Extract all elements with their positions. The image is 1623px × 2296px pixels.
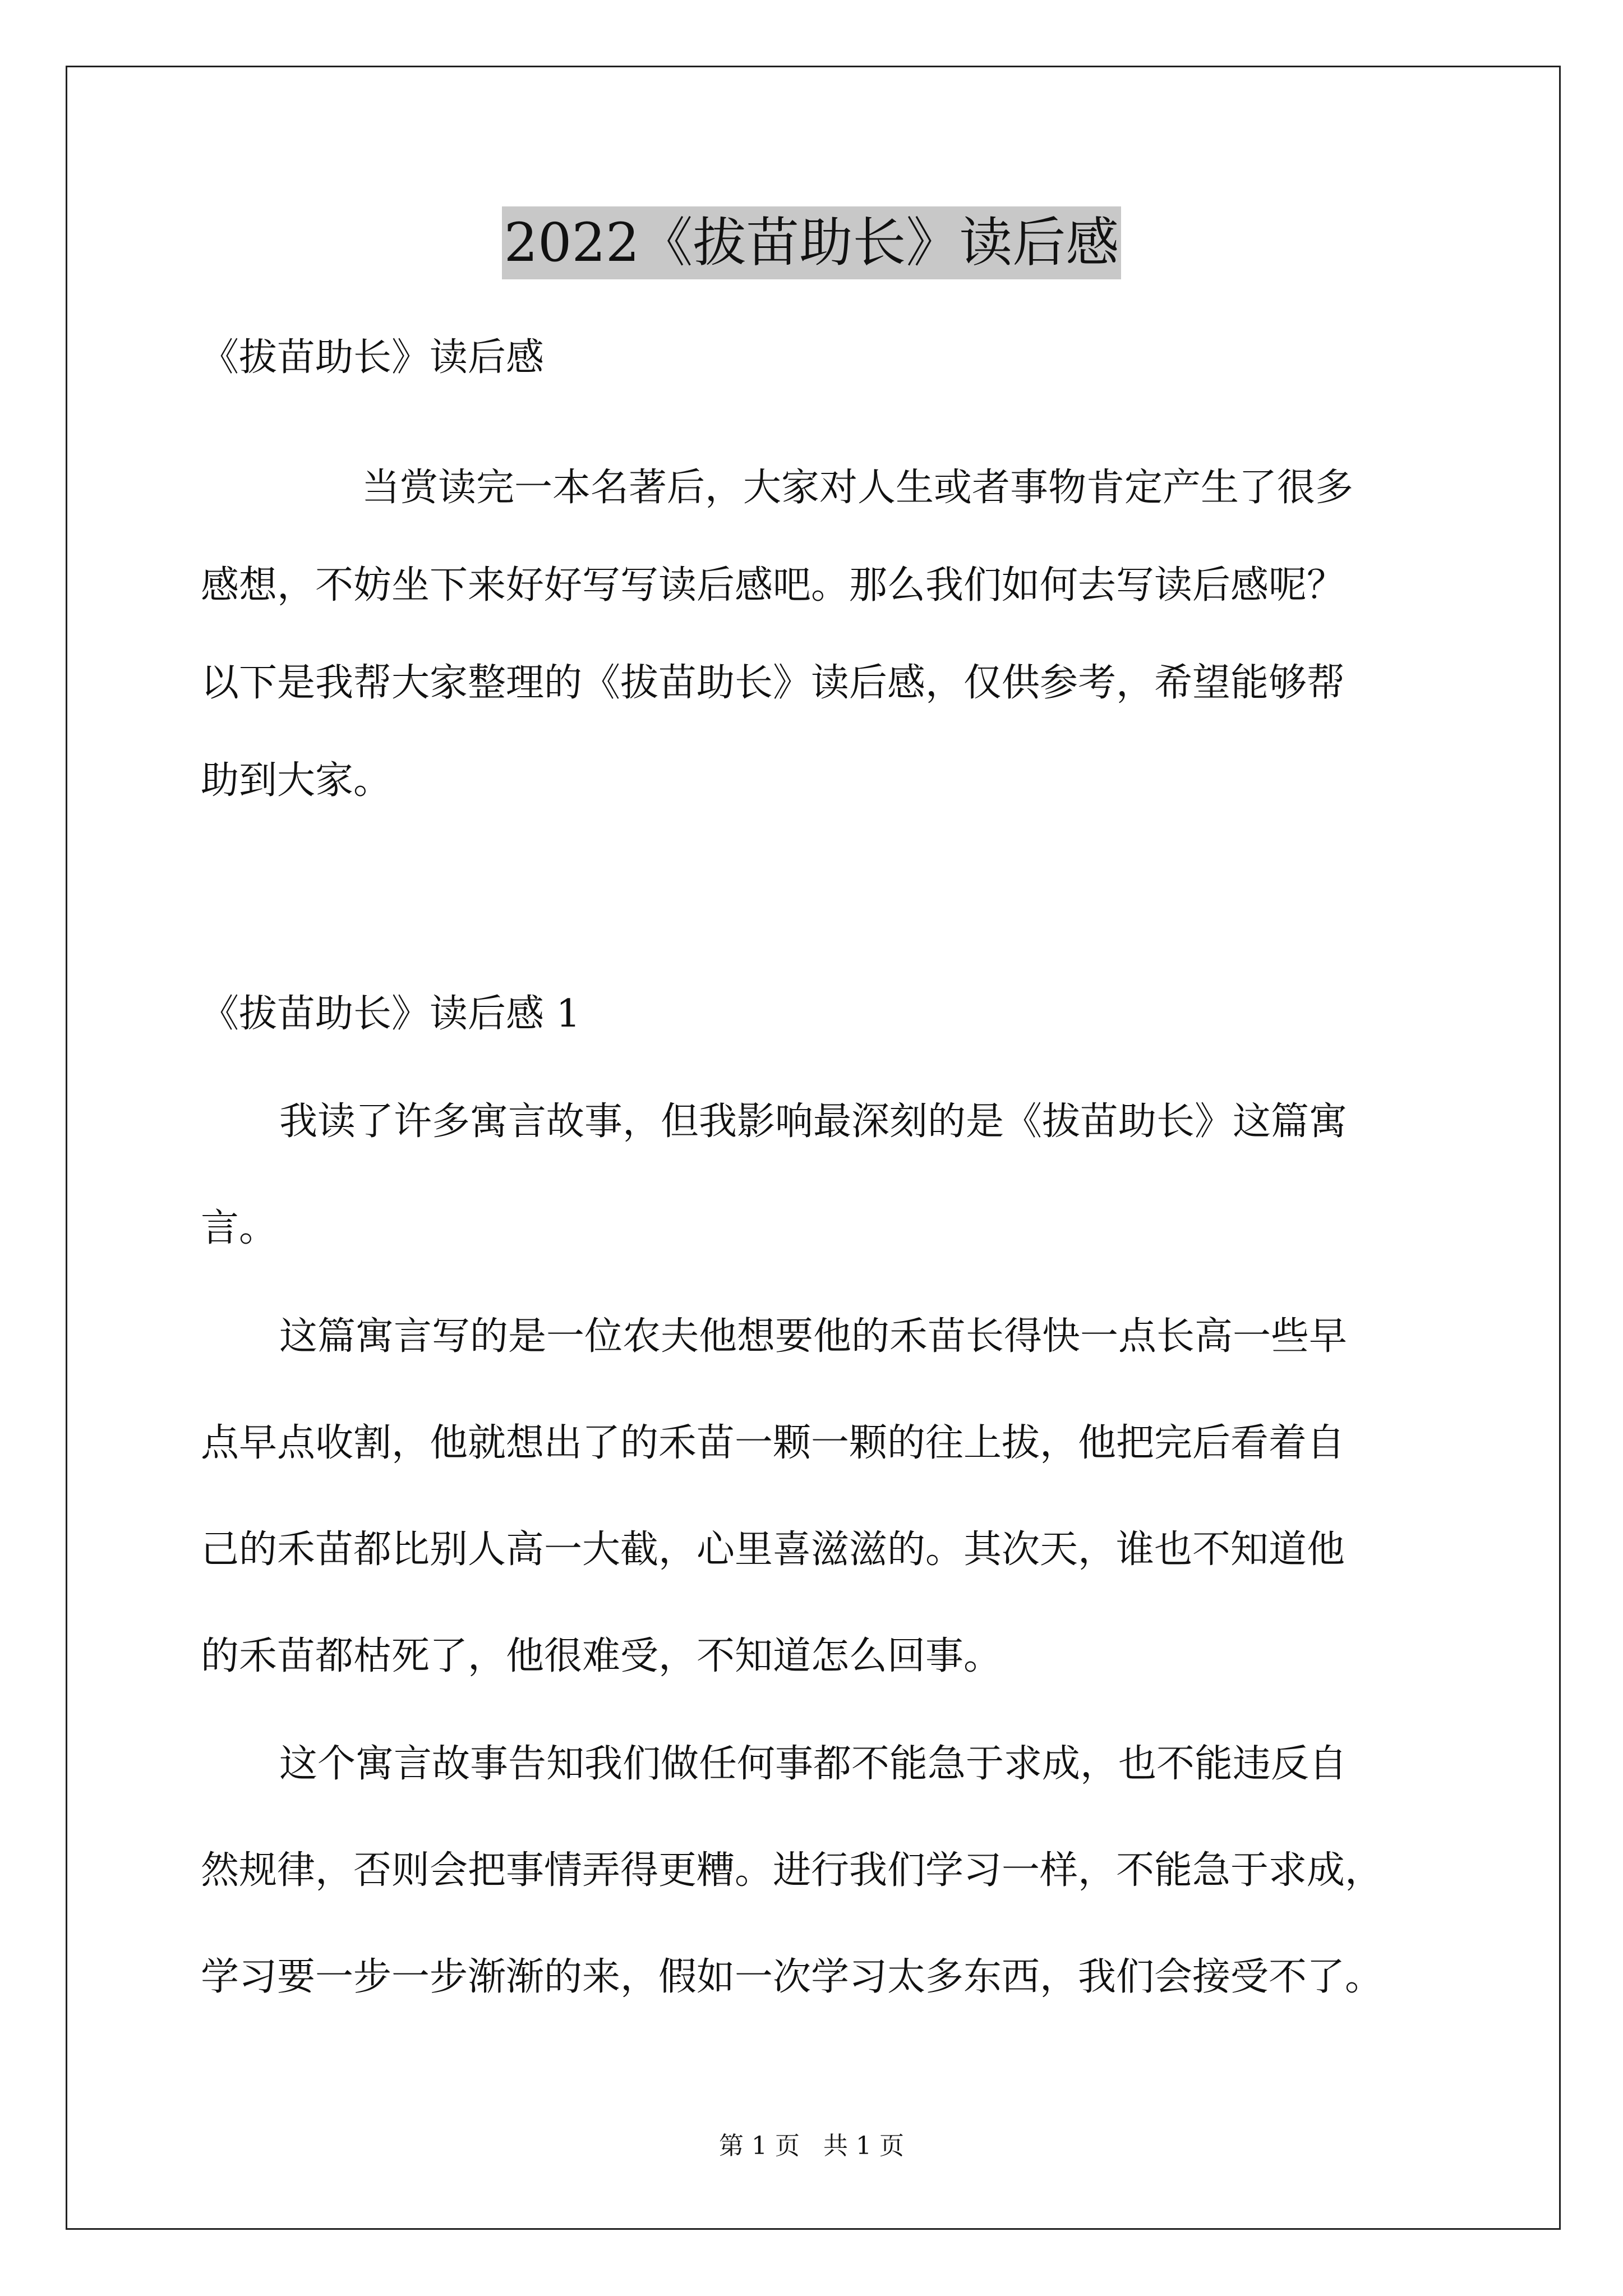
page-border xyxy=(66,66,1561,2230)
page-footer: 第 1 页 共 1 页 xyxy=(719,2132,904,2160)
paragraph-2-line-4: 的禾苗都枯死了，他很难受，不知道怎么回事。 xyxy=(201,1634,1002,1678)
paragraph-3-line-1: 这个寓言故事告知我们做任何事都不能急于求成，也不能违反自 xyxy=(279,1742,1348,1786)
paragraph-1-line-2: 言。 xyxy=(201,1206,278,1250)
subtitle: 《拔苗助长》读后感 xyxy=(201,335,545,380)
intro-line-1: 当赏读完一本名著后，大家对人生或者事物肯定产生了很多 xyxy=(362,466,1354,510)
paragraph-3-line-3: 学习要一步一步渐渐的来，假如一次学习太多东西，我们会接受不了。 xyxy=(201,1955,1384,1999)
intro-line-3: 以下是我帮大家整理的《拔苗助长》读后感，仅供参考，希望能够帮 xyxy=(201,661,1345,705)
paragraph-2-line-1: 这篇寓言写的是一位农夫他想要他的禾苗长得快一点长高一些早 xyxy=(279,1314,1348,1359)
title-container xyxy=(0,206,1623,279)
intro-line-2: 感想，不妨坐下来好好写写读后感吧。那么我们如何去写读后感呢？ xyxy=(201,563,1345,608)
paragraph-1-line-1: 我读了许多寓言故事，但我影响最深刻的是《拔苗助长》这篇寓 xyxy=(279,1099,1348,1144)
paragraph-2-line-2: 点早点收割，他就想出了的禾苗一颗一颗的往上拔，他把完后看着自 xyxy=(201,1421,1345,1465)
paragraph-3-line-2: 然规律，否则会把事情弄得更糟。进行我们学习一样，不能急于求成， xyxy=(201,1848,1384,1893)
section-heading: 《拔苗助长》读后感 1 xyxy=(201,992,580,1036)
intro-line-4: 助到大家。 xyxy=(201,758,392,803)
document-title: 2022《拔苗助长》读后感 xyxy=(502,206,1122,279)
paragraph-2-line-3: 己的禾苗都比别人高一大截，心里喜滋滋的。其次天，谁也不知道他 xyxy=(201,1527,1345,1572)
